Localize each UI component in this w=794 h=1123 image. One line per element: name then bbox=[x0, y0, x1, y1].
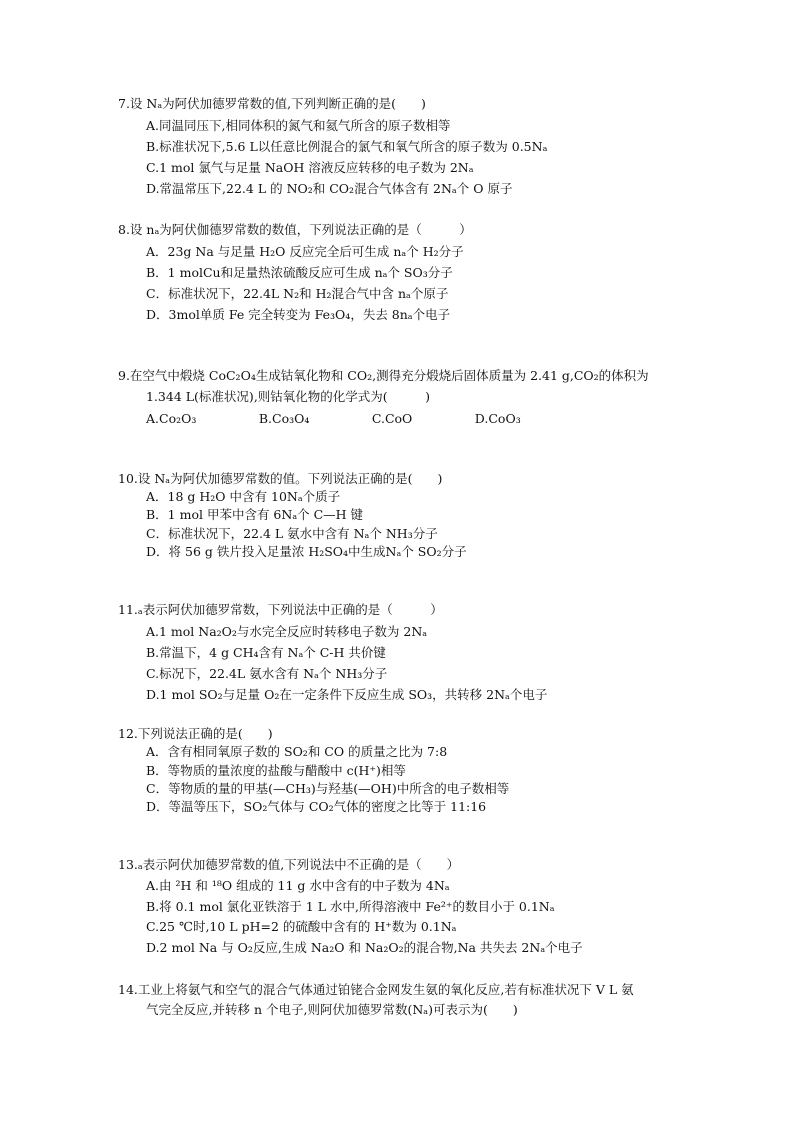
question-12-option-a: A．含有相同氧原子数的 SO₂和 CO 的质量之比为 7:8 bbox=[146, 744, 448, 759]
question-7-option-a: A.同温同压下,相同体积的氮气和氦气所含的原子数相等 bbox=[146, 118, 451, 133]
question-9-stem-line-2: 1.344 L(标准状况),则钴氧化物的化学式为( ) bbox=[146, 389, 431, 404]
question-7-option-c: C.1 mol 氯气与足量 NaOH 溶液反应转移的电子数为 2Nₐ bbox=[146, 160, 474, 175]
question-8-option-c: C．标准状况下，22.4L N₂和 H₂混合气中含 nₐ个原子 bbox=[146, 286, 449, 301]
question-12-option-c: C．等物质的量的甲基(—CH₃)与羟基(—OH)中所含的电子数相等 bbox=[146, 781, 510, 796]
question-9-stem-line-1: 9.在空气中煅烧 CoC₂O₄生成钴氧化物和 CO₂,测得充分煅烧后固体质量为 2.41 g,CO₂的体积为 bbox=[118, 368, 649, 383]
question-14-stem-line-1: 14.工业上将氨气和空气的混合气体通过铂铑合金网发生氨的氧化反应,若有标准状况下 V L 氨 bbox=[118, 982, 634, 997]
question-12-option-d: D．等温等压下，SO₂气体与 CO₂气体的密度之比等于 11:16 bbox=[146, 799, 487, 814]
question-8-stem: 8.设 nₐ为阿伏伽德罗常数的数值，下列说法正确的是（ ） bbox=[118, 222, 472, 237]
question-11-option-c: C.标况下，22.4L 氨水含有 Nₐ个 NH₃分子 bbox=[146, 666, 388, 681]
question-13-option-c: C.25 ℃时,10 L pH=2 的硫酸中含有的 H⁺数为 0.1Nₐ bbox=[146, 919, 457, 934]
question-10-option-d: D．将 56 g 铁片投入足量浓 H₂SO₄中生成Nₐ个 SO₂分子 bbox=[146, 544, 467, 559]
question-8-option-a: A．23g Na 与足量 H₂O 反应完全后可生成 nₐ个 H₂分子 bbox=[146, 244, 464, 259]
question-13-option-b: B.将 0.1 mol 氯化亚铁溶于 1 L 水中,所得溶液中 Fe²⁺的数目小于 0.1Nₐ bbox=[146, 899, 555, 914]
question-11-option-a: A.1 mol Na₂O₂与水完全反应时转移电子数为 2Nₐ bbox=[146, 624, 428, 639]
question-9-options: A.Co₂O₃ B.Co₃O₄ C.CoO D.CoO₃ bbox=[146, 411, 521, 426]
question-7-stem: 7.设 Nₐ为阿伏加德罗常数的值,下列判断正确的是( ) bbox=[118, 96, 426, 111]
question-12-option-b: B．等物质的量浓度的盐酸与醋酸中 c(H⁺)相等 bbox=[146, 763, 406, 778]
question-13-stem: 13.ₐ表示阿伏加德罗常数的值,下列说法中不正确的是（ ） bbox=[118, 857, 460, 872]
question-7-option-d: D.常温常压下,22.4 L 的 NO₂和 CO₂混合气体含有 2Nₐ个 O 原子 bbox=[146, 181, 513, 196]
question-11-stem: 11.ₐ表示阿伏加德罗常数，下列说法中正确的是（ ） bbox=[118, 602, 443, 617]
question-10-option-c: C．标准状况下，22.4 L 氨水中含有 Nₐ个 NH₃分子 bbox=[146, 526, 438, 541]
question-10-option-a: A．18 g H₂O 中含有 10Nₐ个质子 bbox=[146, 489, 341, 504]
question-10-stem: 10.设 Nₐ为阿伏加德罗常数的值。下列说法正确的是( ) bbox=[118, 471, 443, 486]
question-13-option-a: A.由 ²H 和 ¹⁸O 组成的 11 g 水中含有的中子数为 4Nₐ bbox=[146, 878, 450, 893]
question-11-option-d: D.1 mol SO₂与足量 O₂在一定条件下反应生成 SO₃，共转移 2Nₐ个电子 bbox=[146, 687, 548, 702]
question-7-option-b: B.标准状况下,5.6 L以任意比例混合的氯气和氧气所含的原子数为 0.5Nₐ bbox=[146, 139, 548, 154]
question-8-option-d: D．3mol单质 Fe 完全转变为 Fe₃O₄，失去 8nₐ个电子 bbox=[146, 307, 451, 322]
question-13-option-d: D.2 mol Na 与 O₂反应,生成 Na₂O 和 Na₂O₂的混合物,Na 共失去 2Nₐ个电子 bbox=[146, 940, 583, 955]
question-8-option-b: B．1 molCu和足量热浓硫酸反应可生成 nₐ个 SO₃分子 bbox=[146, 265, 453, 280]
question-11-option-b: B.常温下，4 g CH₄含有 Nₐ个 C-H 共价键 bbox=[146, 645, 386, 660]
question-10-option-b: B．1 mol 甲苯中含有 6Nₐ个 C—H 键 bbox=[146, 507, 364, 522]
question-12-stem: 12.下列说法正确的是( ) bbox=[118, 726, 273, 741]
question-14-stem-line-2: 气完全反应,并转移 n 个电子,则阿伏加德罗常数(Nₐ)可表示为( ) bbox=[146, 1002, 518, 1017]
